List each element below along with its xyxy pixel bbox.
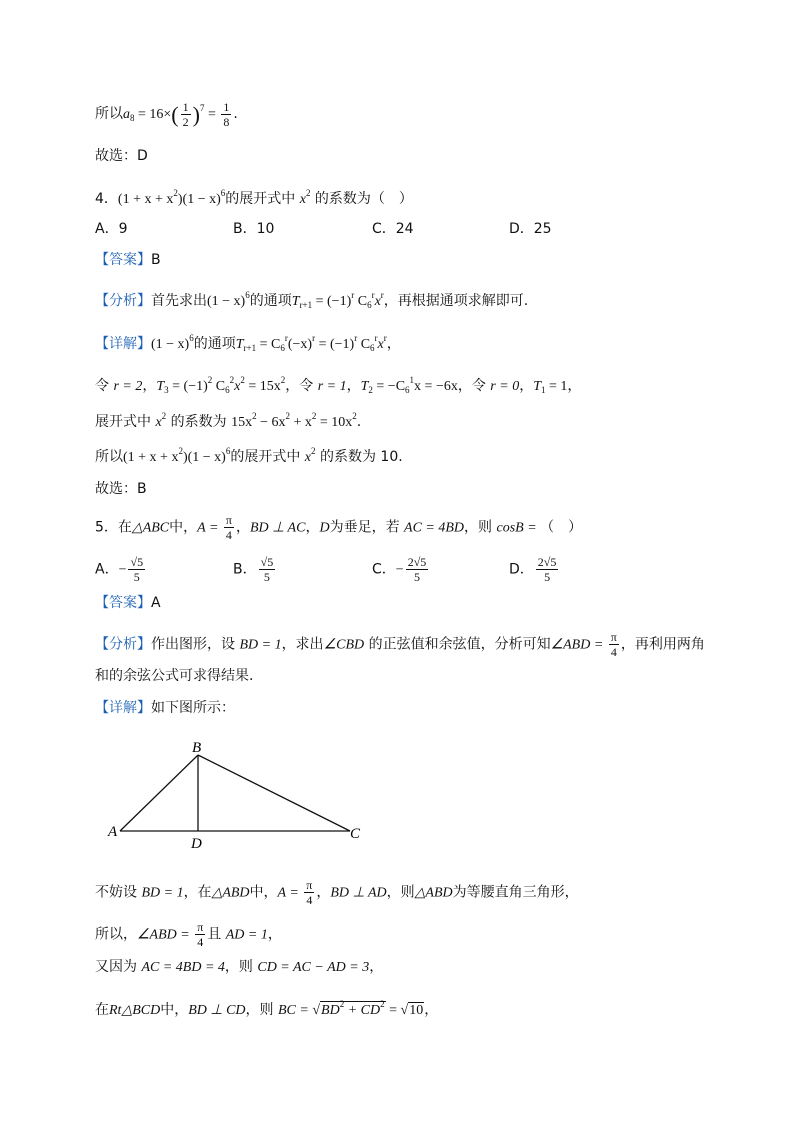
solution-line-2: 所以，∠ABD = $\frac{\pi}{4}$ 且 AD = 1， (95, 920, 282, 949)
line-a8: 所以$a_8 = 16\times$( $\frac{1}{2}$ )$^7$ = $\frac{1}{8}$ . (95, 99, 238, 129)
math: = 16× (134, 107, 172, 122)
text: . (233, 106, 238, 122)
option-b: B． $\frac{√5}{5}$ (233, 555, 274, 584)
analysis: 【分析】作出图形，设 BD = 1，求出∠CBD 的正弦值和余弦值，分析可知∠ABD = $\frac{\pi}{4}$ ，再利用两角 (95, 630, 705, 659)
question-4: 4．$(1 + x + x^2)(1 - x)^6$的展开式中 $x^2$ 的系数为（ ） (95, 188, 413, 207)
detail-tag: 【详解】 (95, 700, 151, 716)
detail-line-3: 所以$(1 + x + x^2)(1 - x)^6$的展开式中 $x^2$ 的系数为 10. (95, 446, 403, 465)
solution-line-3: 又因为 AC = 4BD = 4，则 CD = AC − AD = 3， (95, 959, 384, 975)
detail: 【详解】如下图所示： (95, 700, 235, 716)
analysis-tag: 【分析】 (95, 293, 151, 309)
label-c: C (350, 826, 361, 842)
label-a: A (108, 824, 118, 840)
side-ab (120, 755, 198, 831)
option-c: C．24 (372, 221, 414, 237)
text: 所以 (95, 106, 123, 122)
answer-tag: 【答案】 (95, 252, 151, 268)
math: a (123, 107, 130, 122)
analysis-cont: 和的余弦公式可求得结果. (95, 668, 254, 684)
option-a: A．9 (95, 221, 128, 237)
detail-line-2: 展开式中 $x^2$ 的系数为 $15x^2 - 6x^2 + x^2 = 10x^2$. (95, 411, 362, 430)
detail: 【详解】$(1 - x)^6$的通项$T_{r+1} = C_6^r(-x)^r = (-1)^r$ $C_6^rx^r$， (95, 333, 401, 353)
answer: 【答案】A (95, 595, 161, 611)
detail-line-1: 令 r = 2，$T_3 = (-1)^2$ $C_6^2x^2 = 15x^2$，令 r = 1，$T_2 = -C_6^1x = -6x$，令 r = 0，$T_1 = 1$， (95, 375, 582, 395)
fraction: $\frac{1}{8}$ (223, 99, 230, 129)
question-5: 5．在△ABC中，A = $\frac{\pi}{4}$ ，BD ⊥ AC，D为垂足，若 AC = 4BD，则 cosB = （ ） (95, 513, 583, 542)
answer: 【答案】B (95, 252, 161, 268)
side-bc (198, 755, 350, 831)
fraction: $\frac{1}{2}$ (182, 99, 189, 129)
option-c: C．− $\frac{2√5}{5}$ (372, 555, 427, 584)
option-d: D．25 (509, 221, 552, 237)
solution-line-4: 在Rt△BCD中，BD ⊥ CD，则 BC = $√BD^2 + CD^2 = √10$， (95, 999, 439, 1018)
label-d: D (191, 836, 202, 852)
answer-line: 故选：B (95, 481, 147, 497)
option-d: D． $\frac{2√5}{5}$ (509, 555, 557, 584)
solution-line-1: 不妨设 BD = 1，在△ABD中，A = $\frac{\pi}{4}$ ，BD ⊥ AD，则△ABD为等腰直角三角形， (95, 878, 579, 907)
label-b: B (192, 740, 202, 756)
answer-line: 故选：D (95, 148, 148, 164)
detail-tag: 【详解】 (95, 336, 151, 352)
math: 8 (130, 113, 135, 123)
math: = (204, 107, 220, 122)
option-b: B．10 (233, 221, 275, 237)
math: 7 (199, 103, 205, 113)
triangle-figure (100, 735, 380, 855)
answer-tag: 【答案】 (95, 595, 151, 611)
analysis: 【分析】首先求出$(1 - x)^6$的通项$T_{r+1} = (-1)^r$ $C_6^rx^r$，再根据通项求解即可. (95, 290, 529, 310)
analysis-tag: 【分析】 (95, 636, 151, 653)
option-a: A．− $\frac{√5}{5}$ (95, 555, 144, 584)
